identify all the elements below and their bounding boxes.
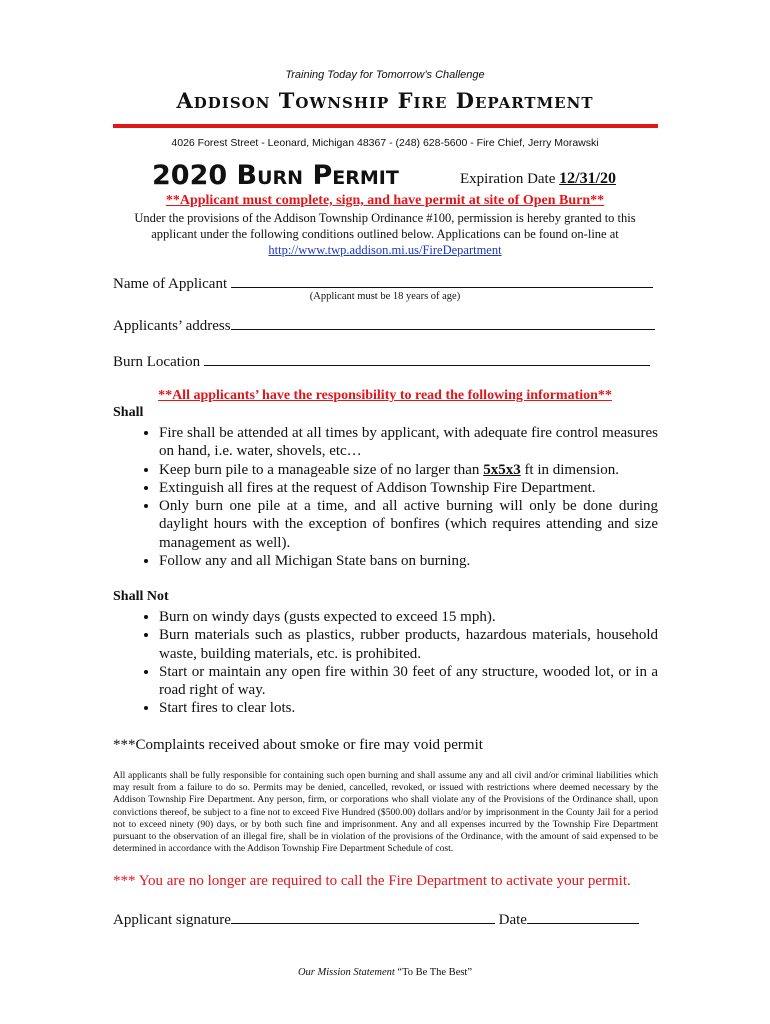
list-item: • Burn on windy days (gusts expected to exceed 15 mph). [159, 608, 658, 626]
intro-paragraph [120, 210, 650, 258]
date-line[interactable] [527, 909, 639, 924]
list-item: • Only burn one pile at a time, and all active burning will only be done during daylight hours with the exception of bonfires (which requires attending and size management as well). [159, 497, 658, 552]
permit-title: 2020 Burn Permit [152, 160, 399, 191]
expiration-label: Expiration Date [460, 171, 556, 187]
signature-label: Applicant signature [113, 912, 231, 928]
name-field[interactable] [113, 273, 653, 293]
list-item: • Start fires to clear lots. [159, 699, 658, 717]
address-line[interactable] [231, 315, 655, 330]
activation-notice: *** You are no longer are required to call the Fire Department to activate your permit. [113, 873, 631, 889]
shall-list [113, 424, 658, 570]
location-line[interactable] [204, 351, 650, 366]
date-label: Date [498, 912, 527, 928]
tagline: Training Today for Tomorrow’s Challenge [285, 69, 485, 81]
list-item: • Fire shall be attended at all times by applicant, with adequate fire control measures on hand, i.e. water, shovels, etc… [159, 424, 658, 461]
intro-line-2: applicant under the following conditions outlined below. Applications can be found on-line at [151, 227, 619, 241]
must-notice: **Applicant must complete, sign, and have permit at site of Open Burn** [165, 193, 605, 208]
fine-print: All applicants shall be fully responsible for containing such open burning and shall assume any and all civil and/or criminal liabilities which may result from a failure to do so. Permits may be denied, cancelled, revoked, or issued with restrictions where deemed necessary by the Addison Township Fire Department. Any person, firm, or corporations who shall violate any of the Provisions of the Ordinance shall, upon convictions thereof, be subject to a fine not to exceed Five Hundred ($500.00) dollars and/or by imprisonment in the County Jail for a period not to exceed ninety (90) days, or by both such fine and imprisonment. Any and all expenses incurred by the Township Fire Department pursuant to the observation of an illegal fire, shall be in violation of the provisions of the Ordinance, with the amount of said expensed to be determined in accordance with the Addison Township Fire Department Schedule of cost. [113, 770, 658, 855]
name-line[interactable] [231, 273, 653, 288]
shall-not-heading: Shall Not [113, 589, 169, 604]
mission-text: “To Be The Best” [397, 967, 473, 978]
location-label: Burn Location [113, 354, 201, 370]
shall-heading: Shall [113, 405, 144, 420]
intro-line-1: Under the provisions of the Addison Township Ordinance #100, permission is hereby granted to this [134, 211, 636, 225]
shall-not-list [113, 608, 658, 718]
list-item: • Extinguish all fires at the request of Addison Township Fire Department. [159, 479, 658, 497]
mission-statement [0, 967, 770, 978]
address-field[interactable] [113, 315, 655, 335]
mission-label: Our Mission Statement [297, 967, 395, 978]
department-address: 4026 Forest Street - Leonard, Michigan 48367 - (248) 628-5600 - Fire Chief, Jerry Morawski [171, 137, 599, 149]
list-item: • Burn materials such as plastics, rubber products, hazardous materials, household waste, building materials, etc. is prohibited. [159, 626, 658, 663]
list-item: • Start or maintain any open fire within 30 feet of any structure, wooded lot, or in a road right of way. [159, 663, 658, 700]
signature-line[interactable] [231, 909, 495, 924]
fire-department-link[interactable]: http://www.twp.addison.mi.us/FireDepartment [268, 243, 502, 257]
expiration-date: 12/31/20 [559, 170, 617, 187]
address-label: Applicants’ address [113, 318, 231, 334]
complaints-notice: ***Complaints received about smoke or fire may void permit [113, 737, 483, 753]
list-item: • Follow any and all Michigan State bans on burning. [159, 552, 658, 570]
header-rule [113, 124, 658, 128]
signature-row[interactable] [113, 909, 639, 929]
department-title: Addison Township Fire Department [176, 88, 594, 113]
age-note: (Applicant must be 18 years of age) [309, 291, 461, 302]
name-label: Name of Applicant [113, 276, 228, 292]
expiration [460, 170, 616, 188]
location-field[interactable] [113, 351, 650, 371]
size-value: 5x5x3 [483, 461, 521, 478]
responsibility-notice: **All applicants’ have the responsibility to read the following information** [158, 388, 612, 403]
list-item: • Keep burn pile to a manageable size of no larger than 5x5x3 ft in dimension. [159, 461, 658, 479]
